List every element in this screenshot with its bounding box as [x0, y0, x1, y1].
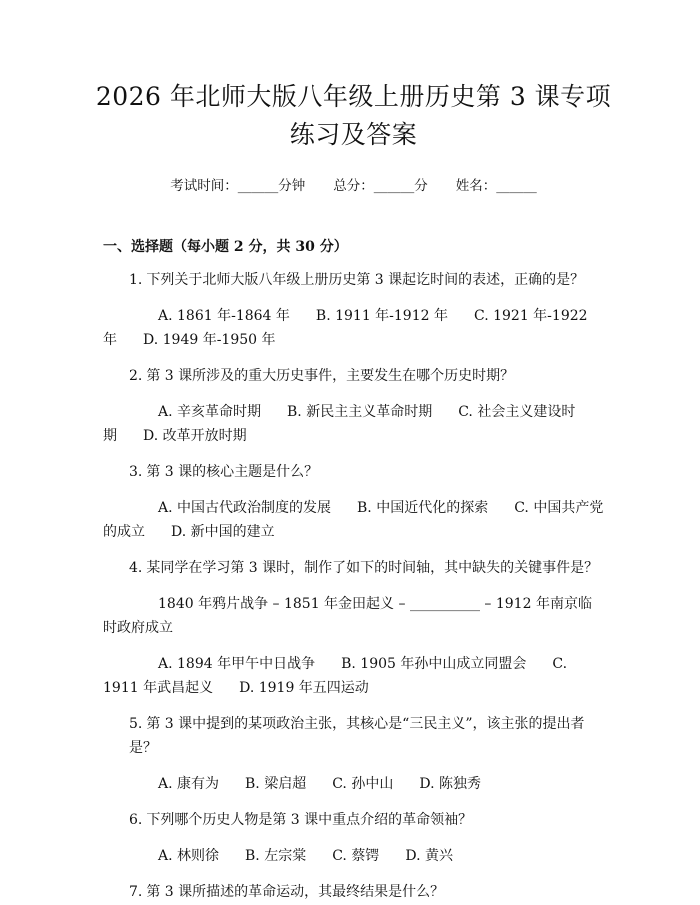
- question-text: 第 3 课所涉及的重大历史事件，主要发生在哪个历史时期？: [146, 368, 515, 384]
- document-title: 2026 年北师大版八年级上册历史第 3 课专项练习及答案: [95, 82, 612, 149]
- option: C. 蔡锷: [332, 848, 380, 864]
- question-text: 某同学在学习第 3 课时，制作了如下的时间轴，其中缺失的关键事件是？: [146, 560, 599, 576]
- option: D. 黄兴: [405, 848, 453, 864]
- question: [103, 556, 604, 580]
- question-number: 7.: [129, 884, 143, 900]
- question-number: 3.: [129, 464, 143, 480]
- option: B. 左宗棠: [245, 848, 307, 864]
- option: B. 梁启超: [245, 776, 307, 792]
- question-text: 下列哪个历史人物是第 3 课中重点介绍的革命领袖？: [146, 812, 473, 828]
- question: [103, 268, 604, 292]
- option: B. 中国近代化的探索: [357, 500, 489, 516]
- option: D. 1949 年-1950 年: [143, 332, 276, 348]
- option: A. 林则徐: [158, 848, 220, 864]
- student-name: 姓名：______: [455, 178, 537, 194]
- question-number: 4.: [129, 560, 143, 576]
- question-options: [103, 304, 604, 352]
- question: [103, 880, 604, 904]
- option: D. 1919 年五四运动: [239, 680, 369, 696]
- question-number: 6.: [129, 812, 143, 828]
- section-title: 一、选择题（每小题 2 分，共 30 分）: [103, 239, 348, 255]
- option: B. 新民主主义革命时期: [287, 404, 433, 420]
- option: A. 1894 年甲午中日战争: [158, 656, 316, 672]
- question-text: 下列关于北师大版八年级上册历史第 3 课起讫时间的表述，正确的是？: [146, 272, 585, 288]
- option: C. 1911 年武昌起义: [103, 656, 568, 696]
- option: C. 社会主义建设时期: [103, 404, 576, 444]
- option: A. 中国古代政治制度的发展: [158, 500, 332, 516]
- question: [103, 712, 604, 760]
- question: [103, 364, 604, 388]
- question-text: 第 3 课的核心主题是什么？: [146, 464, 319, 480]
- option: C. 1921 年-1922 年: [103, 308, 588, 348]
- question-number: 5.: [129, 716, 143, 732]
- question-number: 1.: [129, 272, 143, 288]
- exam-time: 考试时间：______分钟: [170, 178, 306, 194]
- question-options: [103, 652, 604, 700]
- option: D. 新中国的建立: [171, 524, 275, 540]
- option: D. 改革开放时期: [143, 428, 247, 444]
- option: A. 辛亥革命时期: [158, 404, 262, 420]
- option: A. 1861 年-1864 年: [158, 308, 290, 324]
- option: A. 康有为: [158, 776, 220, 792]
- question-number: 2.: [129, 368, 143, 384]
- option: C. 中国共产党的成立: [103, 500, 604, 540]
- question-options: [103, 844, 604, 868]
- option: D. 陈独秀: [419, 776, 481, 792]
- option: C. 孙中山: [332, 776, 394, 792]
- question: [103, 808, 604, 832]
- question-options: [103, 400, 604, 448]
- question: [103, 460, 604, 484]
- timeline-text: 1840 年鸦片战争 – 1851 年金田起义 – __________ – 1912 年南京临时政府成立: [103, 596, 592, 636]
- question-text: 第 3 课所描述的革命运动，其最终结果是什么？: [146, 884, 445, 900]
- exam-meta: [103, 174, 604, 194]
- question-text: 第 3 课中提到的某项政治主张，其核心是“三民主义”，该主张的提出者是？: [129, 716, 585, 756]
- option: B. 1905 年孙中山成立同盟会: [341, 656, 527, 672]
- option: B. 1911 年-1912 年: [315, 308, 448, 324]
- question-options: [103, 772, 604, 796]
- total-score: 总分：______分: [333, 178, 428, 194]
- question-options: [103, 496, 604, 544]
